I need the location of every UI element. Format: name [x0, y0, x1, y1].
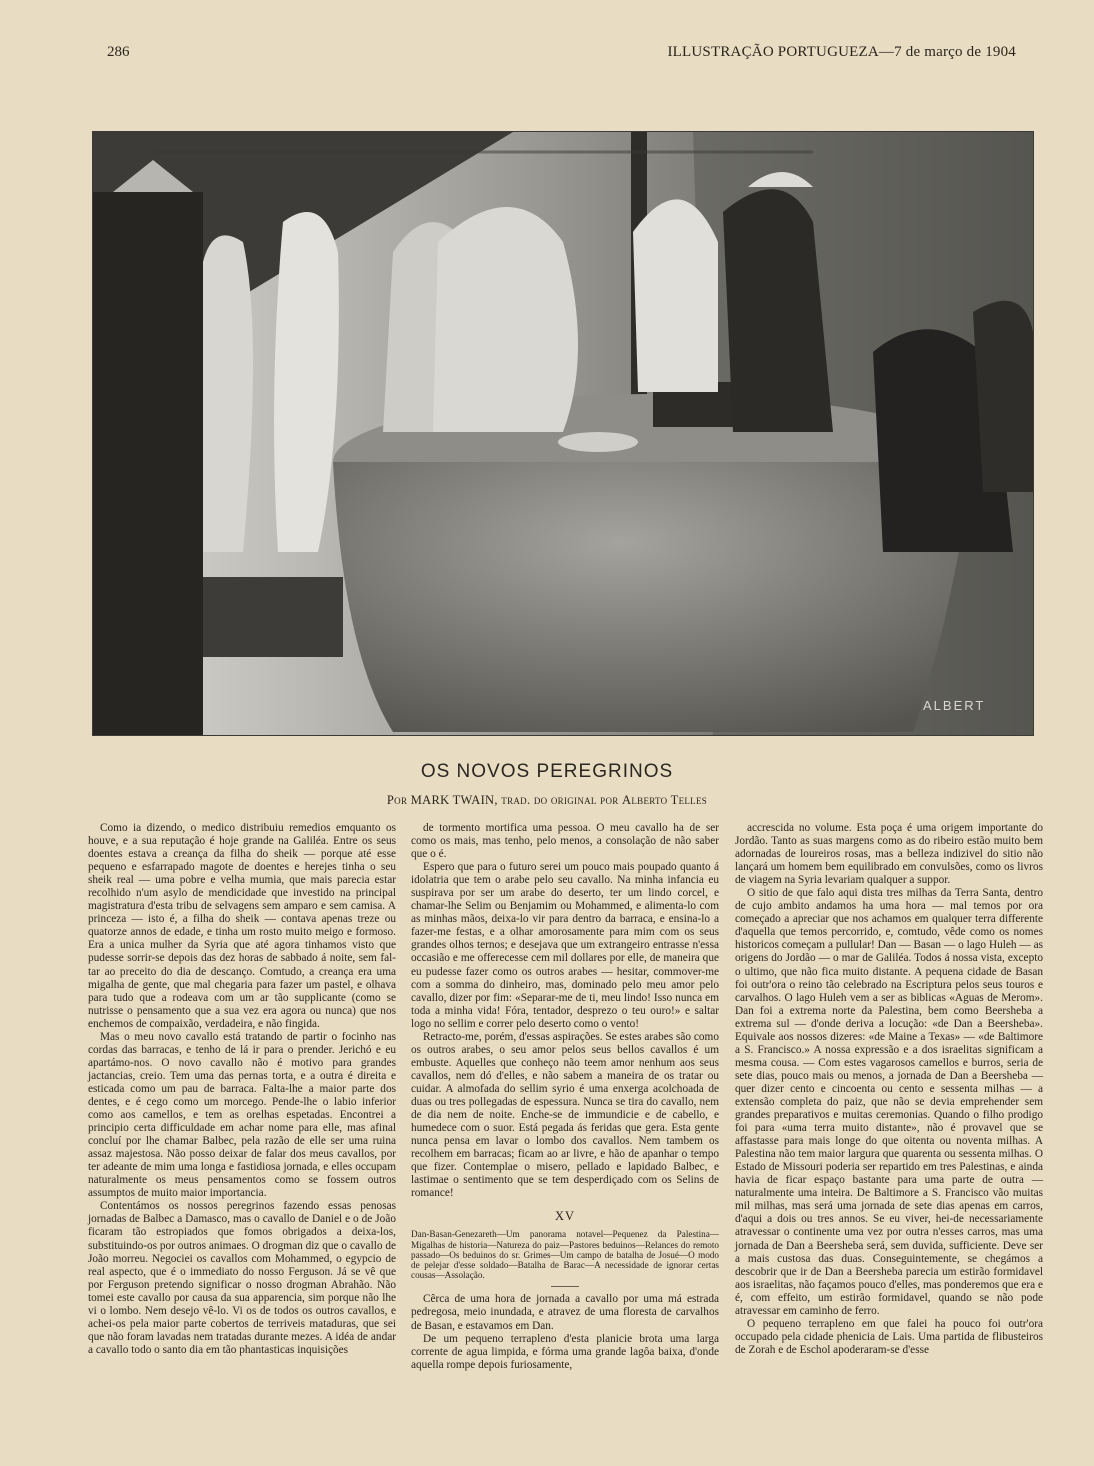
paragraph: Mas o meu novo cavallo está tratando de partir o focinho nas cordas das barracas, e tenho de lá ir para o prender. Jerichó e eu apartámo-nos. O novo cavallo não é motivo para grandes jactancias, creio. Tem uma das pernas torta, e a outra é direita e esticada como um pau de barraca. Falta-lhe a maior parte dos dentes, e é cego como um morcego. Pende-lhe o labio inferior como aos camellos, e tem as orelhas espetadas. Encontrei a principio certa difficuldade em achar nome para elle, mas afinal concluí por lhe chamar Balbec, pela razão de elle ser uma ruina assaz majestosa. Não posso deixar de falar dos meus cavallos, por ter adeante de mim uma longa e fastidiosa jornada, e elles occupam naturalmente os meus pensamentos como se fossem outros assumptos de muito maior importancia. [88, 1030, 396, 1200]
page-number: 286 [107, 44, 130, 60]
byline-trad: trad. do original por [501, 793, 619, 807]
article-title: OS NOVOS PEREGRINOS [420, 761, 674, 782]
column-1 [88, 822, 396, 1357]
paragraph: O sitio de que falo aqui dista tres milhas da Terra Santa, dentro de cujo ambito andamos ha uma hora — mal temos por ora começado a apreciar que nos achamos em qualquer terra differente d'aquella que temos percorrido, e, comtudo, vêde como os nomes historicos começam a pullular! Dan — Basan — o lago Huleh — as origens do Jordão — o mar de Galiléa. Todos á nossa vista, excepto o ultimo, que não fica muito distante. A pequena cidade de Basan foi outr'ora o reino tão celebrado na Escriptura pelos seus touros e carvalhos. O lago Huleh vem a ser as biblicas «Aguas de Merom». Dan foi a extrema norte da Palestina, bem como Beersheba a extrema sul — d'onde deriva a locução: «de Dan a Beersheba». Equivale aos nossos dizeres: «de Maine a Texas» — «de Baltimore a S. Francisco.» A nossa expressão e a dos israelitas significam a mesma cousa. — Com estes vagarosos camellos e burros, seria de sete dias, pouco mais ou menos, a jornada de Dan a Beersheba — quer dizer cento e cincoenta ou cento e sessenta milhas — a extensão completa do paiz, que não se devia emprehender sem grandes preparativos e muitas ceremonias. Quando o filho prodigo foi para «uma terra muito distante», não é provavel que se affastasse para mais longe do que oitenta ou noventa milhas. A Palestina não tem maior largura que quarenta ou sessenta milhas. O Estado de Missouri poderia ser repartido em tres Palestinas, e ainda havia de ficar espaço bastante para uma parte de outra — naturalmente uma inteira. De Baltimore a S. Francisco vão muitas mil milhas, mas será uma jornada de sete dias apenas em carros, d'aqui a dois ou tres annos. Se eu viver, hei-de necessariamente atravessar o continente uma vez por outra n'esses carros, mas uma jornada de Dan a Beersheba será, sem duvida, sufficiente. Deve ser a mais custosa das duas. Conseguintemente, se chegámos a descobrir que ir de Dan a Beersheba parecia um estirão formidavel aos israelitas, não façamos pouco d'elles, mas ponderemos que era e é, com effeito, um estirão formidavel, quando se não pode atravessar em caminho de ferro. [735, 887, 1043, 1317]
section-numeral: XV [554, 1209, 576, 1224]
illustration [92, 131, 1034, 736]
byline [0, 793, 1094, 808]
column-3 [735, 822, 1043, 1357]
column-2 [411, 822, 719, 1372]
running-head: ILLUSTRAÇÃO PORTUGUEZA—7 de março de 1904 [667, 44, 1016, 60]
paragraph: accrescida no volume. Esta poça é uma origem importante do Jordão. Tanto as suas margens como as do ribeiro estão muito bem adornadas de loureiros rosas, mas a belleza indizivel do sitio não lançará um homem bem equilibrado em convulsões, como os livros de viagem na Syria levariam qualquer a suppor. [735, 822, 1043, 887]
paragraph: Espero que para o futuro serei um pouco mais poupado quanto á idolatria que tem o arabe pelo seu cavallo. Na minha infancia eu suspirava por ser um arabe do deserto, ter um lindo corcel, e chamar-lhe Selim ou Benjamim ou Mohammed, e alimenta-lo com as minhas mãos, deixa-lo vir para dentro da barraca, e ensina-lo a fazer-me festas, e a olhar amorosamente para mim com os seus grandes olhos ternos; e desejava que um extrangeiro entrasse n'essa occasião e me offerecesse cem mil dollares por elle, de maneira que eu pudesse fazer como os outros arabes — hesitar, commover-me com a somma do dinheiro, mas, dominado pelo meu amor pelo cavallo, dizer por fim: «Separar-me de ti, meu lindo! Isso nunca em toda a minha vida! Fóra, tentador, desprezo o teu ouro!» e saltar logo no sellim e correr pelo deserto como o vento! [411, 861, 719, 1030]
illustration-drawing [93, 132, 1033, 735]
paragraph: de tormento mortifica uma pessoa. O meu cavallo ha de ser como os mais, mas tenho, pelo menos, a consolação de não saber que o é. [411, 822, 719, 861]
section-summary: Dan-Basan-Genezareth—Um panorama notavel—Pequenez da Palestina—Migalhas de historia—Natureza do paiz—Pastores beduinos—Relances do remoto passado—Os beduinos do sr. Grimes—Um campo de batalha de Josué—O modo de pelejar d'esse soldado—Batalha de Barac—A necessidade de ignorar certas cousas—Assolação. [411, 1229, 719, 1281]
byline-translator: Alberto Telles [622, 793, 708, 807]
divider [551, 1286, 579, 1287]
paragraph: Como ia dizendo, o medico distribuiu remedios emquanto os houve, e a sua reputação é hoje grande na Galiléa. Entre os seus doentes estava a creança da filha do sheik — porque até esse pequeno e esfarrapado magote de doentes e herejes tinha o seu sheik real — uma pobre e velha mumia, que mais parecia estar recolhido n'um asylo de mendicidade que investido na principal magistratura d'esta tribu de selvagens sem amparo e sem camisa. A princeza — isto é, a filha do sheik — contava apenas treze ou quatorze annos de edade, e tinha um rosto muito meigo e formoso. Era a unica mulher da Syria que até agora tinhamos visto que pudesse sorrir-se depois das dez horas de sabbado á noite, sem faltar ao preceito do dia de descanço. Comtudo, a creança era uma migalha de gente, que mal chegaria para fazer um pastel, e olhava para tudo que a rodeava com um ar tão supplicante (como se nutrisse o pensamento que a sua vez era agora ou nunca) que nos enchemos de compaixão, verdadeira, e não fingida. [88, 822, 396, 1030]
paragraph: O pequeno terrapleno em que falei ha pouco foi outr'ora occupado pela cidade phenicia de Lais. Uma partida de flibusteiros de Zorah e de Eschol apoderaram-se d'esse [735, 1317, 1043, 1356]
paragraph: Retracto-me, porém, d'essas aspirações. Se estes arabes são como os outros arabes, o seu amor pelos seus bellos cavallos é um embuste. Aquelles que conheço não teem amor nenhum aos seus cavallos, nem dó d'elles, e não sabem a maneira de os tratar ou cuidar. A almofada do sellim syrio é uma enxerga acolchoada de duas ou tres pollegadas de espessura. Nunca se tira do cavallo, nem de dia nem de noite. Enche-se de immundicie e de cabello, e humedece com o suor. Está pegada ás feridas que gera. Esta gente nunca pensa em lavar o lombo dos cavallos. Nem tambem os recolhem em barracas; ficam ao ar livre, e hão de apanhar o tempo que fizer. Contemplae o misero, pellado e lapidado Balbec, e lastimae o sentimento que se tem desperdiçado com os Selins de romance! [411, 1030, 719, 1200]
byline-author: MARK TWAIN, [410, 793, 498, 807]
paragraph: Cêrca de uma hora de jornada a cavallo por uma má estrada pedregosa, meio inundada, e atravez de uma floresta de carvalhos de Basan, e estavamos em Dan. [411, 1293, 719, 1332]
paragraph: De um pequeno terrapleno d'esta planicie brota uma larga corrente de agua limpida, e fórma uma grande lagôa baixa, d'onde aquella rompe depois furiosamente, [411, 1332, 719, 1371]
illustration-signature: ALBERT [923, 698, 986, 713]
paragraph: Contentámos os nossos peregrinos fazendo essas penosas jornadas de Balbec a Damasco, mas o cavallo de Daniel e o de João ficaram tão estropiados que fomos obrigados a deixa-los, substituindo-os por outros animaes. O drogman diz que o cavallo de João morreu. Negociei os cavallos com Mohammed, o egypcio de real aspecto, que é o immediato do nosso Ferguson. Já se vê que por Ferguson pretendo significar o nosso drogman Abrahão. Não tomei este cavallo por causa da sua apparencia, sim porque não lhe vi o lombo. Nem desejo vê-lo. Vi os de todos os outros cavallos, e achei-os pela maior parte cobertos de terriveis mataduras, que sei que não foram lavadas nem tratadas durante mezes. A idéa de andar a cavallo todo o santo dia em tão phantasticas inquisições [88, 1200, 396, 1356]
byline-por: Por [386, 793, 408, 807]
